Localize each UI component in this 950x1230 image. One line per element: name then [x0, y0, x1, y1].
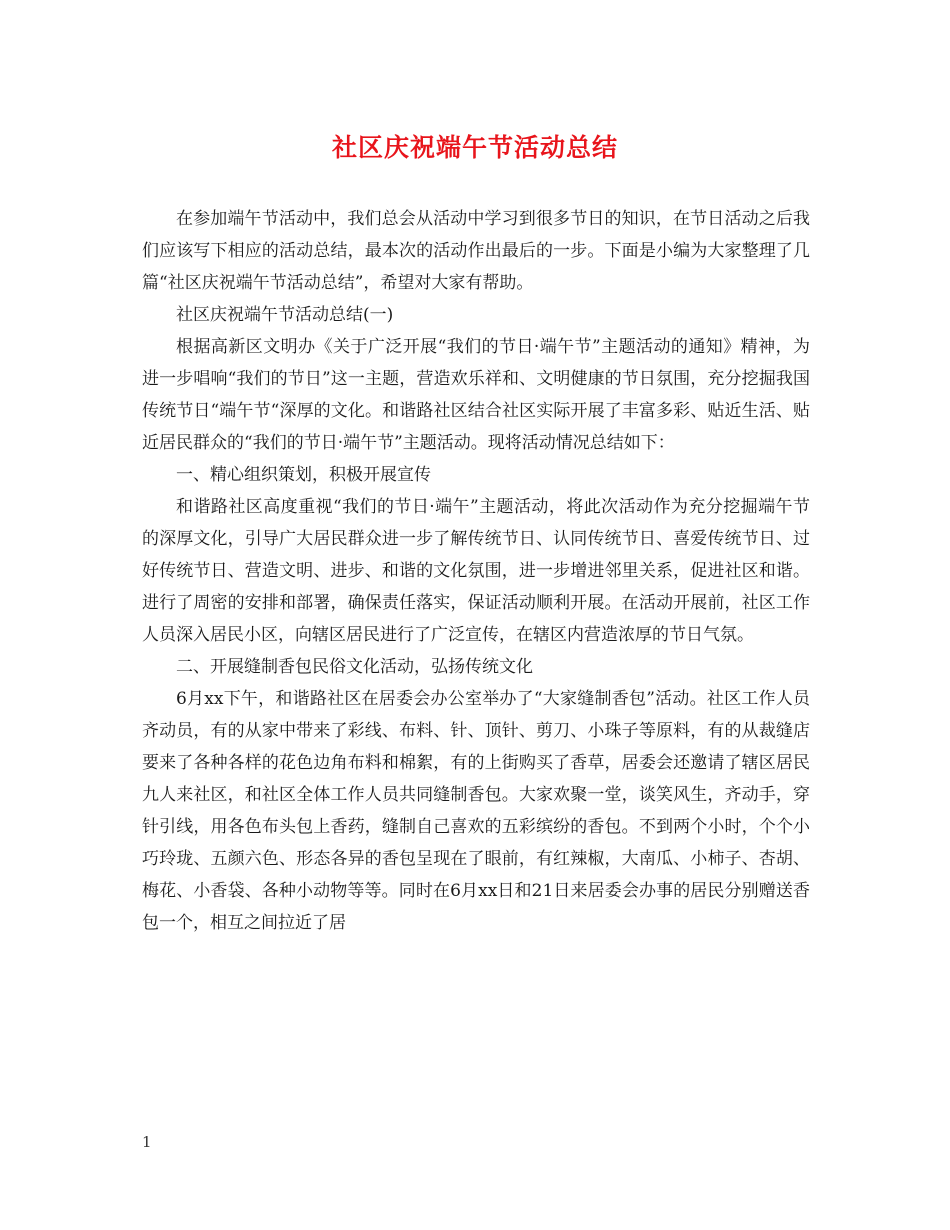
intro-paragraph: 在参加端午节活动中，我们总会从活动中学习到很多节日的知识，在节日活动之后我们应该写下相应的活动总结，最本次的活动作出最后的一步。下面是小编为大家整理了几篇“社区庆祝端午节活动总结”，希望对大家有帮助。: [142, 209, 810, 293]
document-title: 社区庆祝端午节活动总结: [331, 133, 618, 162]
section-one-paragraph: 和谐路社区高度重视“我们的节日·端午”主题活动，将此次活动作为充分挖掘端午节的深厚文化，引导广大居民群众进一步了解传统节日、认同传统节日、喜爱传统节日、过好传统节日、营造文明、进步、和谐的文化氛围，进一步增进邻里关系，促进社区和谐。进行了周密的安排和部署，确保责任落实，保证活动顺利开展。在活动开展前，社区工作人员深入居民小区，向辖区居民进行了广泛宣传，在辖区内营造浓厚的节日气氛。: [142, 497, 810, 645]
document-body: [142, 203, 810, 939]
page-number: 1: [142, 1133, 152, 1151]
section-heading-summary-one: 社区庆祝端午节活动总结(一): [176, 305, 394, 325]
section-heading-one: 一、精心组织策划，积极开展宣传: [176, 465, 431, 485]
background-paragraph: 根据高新区文明办《关于广泛开展“我们的节日·端午节”主题活动的通知》精神，为进一步唱响“我们的节日”这一主题，营造欢乐祥和、文明健康的节日氛围，充分挖掘我国传统节日“端午节“深厚的文化。和谐路社区结合社区实际开展了丰富多彩、贴近生活、贴近居民群众的“我们的节日·端午节”主题活动。现将活动情况总结如下：: [142, 337, 810, 453]
section-heading-two: 二、开展缝制香包民俗文化活动，弘扬传统文化: [176, 657, 533, 677]
section-two-paragraph: 6月xx下午，和谐路社区在居委会办公室举办了“大家缝制香包”活动。社区工作人员齐动员，有的从家中带来了彩线、布料、针、顶针、剪刀、小珠子等原料，有的从裁缝店要来了各种各样的花色边角布料和棉絮，有的上街购买了香草，居委会还邀请了辖区居民九人来社区，和社区全体工作人员共同缝制香包。大家欢聚一堂，谈笑风生，齐动手，穿针引线，用各色布头包上香药，缝制自己喜欢的五彩缤纷的香包。不到两个小时，个个小巧玲珑、五颜六色、形态各异的香包呈现在了眼前，有红辣椒，大南瓜、小柿子、杏胡、梅花、小香袋、各种小动物等等。同时在6月xx日和21日来居委会办事的居民分别赠送香包一个，相互之间拉近了居: [142, 689, 810, 933]
